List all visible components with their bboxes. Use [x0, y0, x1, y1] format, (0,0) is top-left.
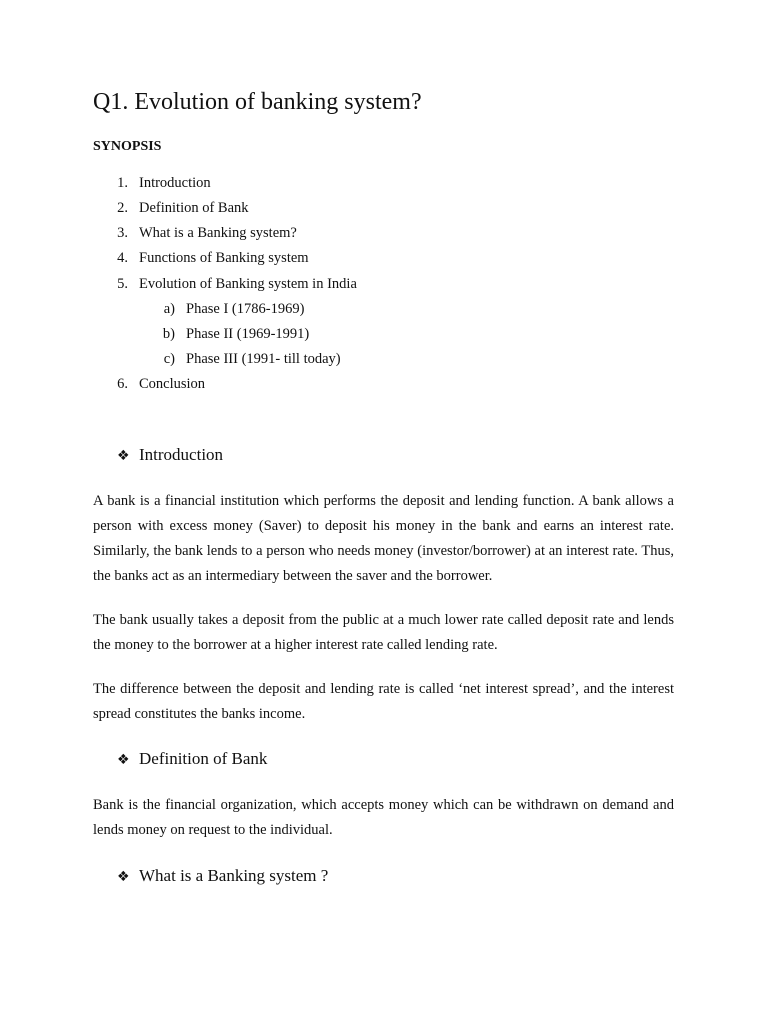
- toc-item-number: 3.: [117, 225, 128, 241]
- toc-subitem-label: Phase II (1969-1991): [186, 326, 310, 342]
- toc-subitem-letter: b): [162, 326, 175, 342]
- toc-item-number: 5.: [117, 276, 128, 292]
- section-heading-introduction: [117, 444, 223, 467]
- diamond-bullet-icon: ❖: [117, 869, 130, 885]
- toc-item-number: 1.: [117, 175, 128, 191]
- toc-item-label: Conclusion: [139, 376, 206, 392]
- section-heading-banking-system: [117, 865, 328, 888]
- toc-item-number: 4.: [117, 250, 128, 266]
- toc-subitem-label: Phase I (1786-1969): [186, 301, 305, 317]
- toc-subitem-label: Phase III (1991- till today): [186, 351, 341, 367]
- toc-subitem-letter: a): [163, 301, 175, 317]
- toc-item-label: Definition of Bank: [139, 200, 249, 216]
- paragraph: The difference between the deposit and lending rate is called ‘net interest spread’, and the interest spread constitutes the banks income.: [93, 681, 674, 722]
- section-heading-definition: [117, 748, 267, 771]
- toc-item-number: 6.: [117, 376, 128, 392]
- section-heading-label: Introduction: [139, 445, 224, 464]
- diamond-bullet-icon: ❖: [117, 448, 130, 464]
- toc-item-number: 2.: [117, 200, 128, 216]
- toc-item-label: What is a Banking system?: [139, 225, 297, 241]
- diamond-bullet-icon: ❖: [117, 752, 130, 768]
- section-heading-label: What is a Banking system ?: [139, 866, 329, 885]
- toc-item-label: Introduction: [139, 175, 211, 191]
- toc-subitem-letter: c): [163, 351, 175, 367]
- page-title: Q1. Evolution of banking system?: [93, 89, 422, 115]
- paragraph: The bank usually takes a deposit from the public at a much lower rate called deposit rate and lends the money to the borrower at a higher interest rate called lending rate.: [93, 612, 674, 653]
- synopsis-label: SYNOPSIS: [93, 139, 162, 154]
- paragraph: A bank is a financial institution which performs the deposit and lending function. A bank allows a person with excess money (Saver) to deposit his money in the bank and earns an interest rate. Similarly, the bank lends to a person who needs money (investor/borrower) at an interest rate. Thus, the banks act as an intermediary between the saver and the borrower.: [93, 493, 674, 584]
- toc-item-label: Evolution of Banking system in India: [139, 276, 357, 292]
- section-heading-label: Definition of Bank: [139, 749, 268, 768]
- toc-item-label: Functions of Banking system: [139, 250, 309, 266]
- paragraph: Bank is the financial organization, which accepts money which can be withdrawn on demand and lends money on request to the individual.: [93, 797, 674, 838]
